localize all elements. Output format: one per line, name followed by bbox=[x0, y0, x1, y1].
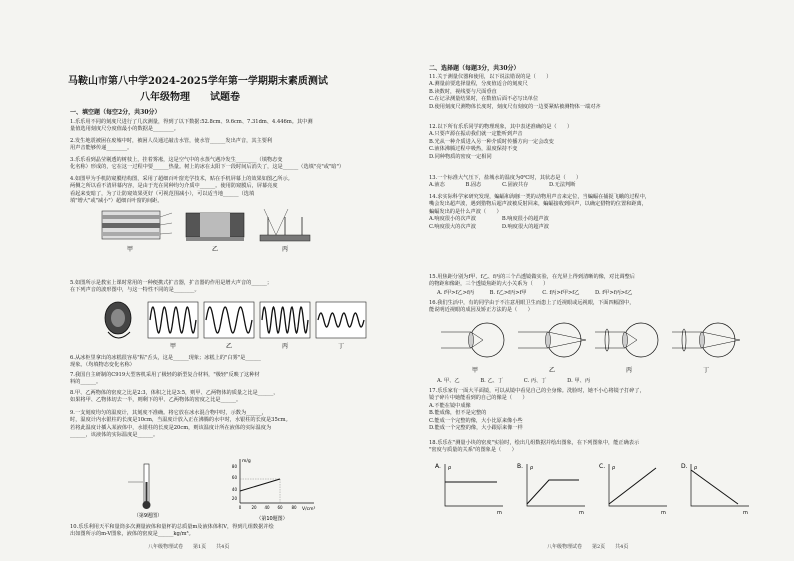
waveform-yi bbox=[204, 302, 254, 338]
waveform-jia bbox=[148, 302, 198, 338]
rho-m-graph-ylabel: ρ bbox=[448, 465, 452, 471]
q11-line: D.使用刻度尺测物体长度时，刻度尺有刻度的一边要紧贴被测物体一端对齐 bbox=[429, 103, 601, 110]
q14-line: C.响度很大的次声波 D.响度很大的超声波 bbox=[429, 223, 549, 230]
figure-q5-label-yi: 乙 bbox=[225, 343, 233, 350]
figure-q4-label-a: 甲 bbox=[126, 246, 134, 253]
rho-m-graph-option: D. bbox=[681, 463, 688, 470]
q7-line: 7.我国自主研制的C919大型客机采用了极轻的新型复合材料，"极轻"反映了这种材 bbox=[70, 372, 260, 378]
q16-line: 16.我们生活中，有的同学由于不注意用眼卫生而患上了近视眼或远视眼，下面四幅图中， bbox=[429, 300, 635, 306]
figure-q9 bbox=[118, 462, 178, 520]
q4-line: 填"增大"或"减小"）超细百叶窗的间距。 bbox=[70, 198, 163, 205]
q11-line: B.读数时，视线要与尺面垂直 bbox=[429, 88, 497, 95]
figure-q4 bbox=[100, 205, 315, 257]
q10-line: 出如图所示的m-V图象，液体的密度是______kg/m³。 bbox=[70, 531, 194, 538]
q14-line: A.响度很小的次声波 B.响度很小的超声波 bbox=[429, 216, 549, 223]
rho-m-graph-xlabel: m bbox=[661, 510, 666, 516]
megaphone-icon bbox=[105, 302, 131, 338]
rho-m-graph-ylabel: ρ bbox=[694, 465, 698, 471]
eye-diagram bbox=[672, 323, 740, 357]
q5-line: 5.如图所示是教室上课时常用的一种便携式扩音器，扩音器的作用是增大声音的______； bbox=[70, 280, 273, 286]
figure-q4-panel-b bbox=[186, 213, 244, 241]
question-15-options: A. f甲>f乙>f丙 B. f乙>f丙>f甲 C. f丙>f甲>f乙 D. f甲>f丙>f乙 bbox=[437, 290, 633, 296]
figure-q9-caption: （第9题图） bbox=[133, 513, 163, 519]
q12-line: C.液体沸腾过程中吸热，温度保持不变 bbox=[429, 146, 518, 153]
q11-line: 11.关于测量仪器和使用，以下说法错误的是（ ） bbox=[429, 74, 552, 80]
q2-line: 用声音能够传递________。 bbox=[70, 145, 133, 152]
figure-q10-xtick: 20 bbox=[251, 505, 257, 510]
figure-q10-xlabel: V/cm³ bbox=[302, 507, 316, 512]
figure-q16-label-yi: 乙 bbox=[548, 367, 556, 374]
page-footer-2: 八年级物理试卷 第2页 共4页 bbox=[547, 544, 629, 550]
section-multiple-choice: 二、选择题（每题3分，共30分） bbox=[429, 65, 520, 72]
q16-line: 能说明近视眼的成因及矫正方法的是（ ） bbox=[429, 307, 533, 314]
figure-q18 bbox=[437, 462, 767, 518]
figure-q16-label-ding: 丁 bbox=[702, 367, 710, 374]
q1-line: 1.乐乐用不同的刻度尺进行了几次测量，得到了以下数据:52.8cm、9.6cm、7.31dm、4.446m。其中测 bbox=[70, 119, 313, 125]
figure-q16 bbox=[437, 318, 747, 376]
figure-q10-ytick: 60 bbox=[231, 475, 237, 480]
q2-line: 2.发生地震被困在废墟中时，被困人员通过敲击水管，使水管______发出声音，其主要利 bbox=[70, 138, 273, 144]
rho-m-graph-option: C. bbox=[599, 463, 606, 470]
q18-line: "密度与质量的关系"的图象是（ ） bbox=[429, 447, 517, 454]
figure-q10-xtick: 80 bbox=[291, 505, 297, 510]
rho-m-graph bbox=[435, 463, 503, 516]
q8-line: 8.甲、乙两物体的密度之比是2:3，体积之比是3:5，则甲、乙两物体的质量之比是______， bbox=[70, 390, 279, 396]
q11-line: A.测量前要选择量程，分度值适合的刻度尺 bbox=[429, 81, 528, 88]
figure-q5-label-bing: 丙 bbox=[281, 343, 289, 350]
rho-m-graph bbox=[517, 463, 585, 516]
rho-m-graph-ylabel: ρ bbox=[612, 465, 616, 471]
figure-q10 bbox=[222, 455, 322, 523]
q9-line: 若将此温度计插入某液体中，水银柱的长度是20cm，则该温度计所在液体的实际温度为 bbox=[70, 424, 272, 431]
q7-line: 料的______。 bbox=[70, 379, 102, 386]
waveform-ding bbox=[316, 302, 366, 338]
figure-q4-panel-c bbox=[260, 209, 310, 241]
figure-q4-label-c: 丙 bbox=[281, 246, 289, 253]
q17-line: B.能成像，但不是完整的 bbox=[429, 410, 487, 417]
page-footer-1: 八年级物理试卷 第1页 共4页 bbox=[148, 544, 230, 550]
waveform-bing bbox=[260, 302, 310, 338]
q4-line: 4.如图甲为手机防窥膜结构图，采用了超细百叶窗光学技术，贴在手机屏幕上的效果如图乙所示。 bbox=[70, 176, 293, 182]
q6-line: 现象。（均填物态变化名称） bbox=[70, 362, 135, 369]
q6-line: 6.从冰柜里拿出的冰糕很容易"粘"舌头，这是______现象；冰糕上的"白雾"是______ bbox=[70, 355, 261, 361]
figure-q4-label-b: 乙 bbox=[211, 246, 219, 253]
right-page bbox=[397, 0, 794, 561]
q18-line: 18.乐乐在"测量小块的密度"实验时，绘出几组数据并绘出图象，在下列图象中，能正确表示 bbox=[429, 440, 640, 446]
question-16-options: A. 甲、乙 B. 乙、丁 C. 丙、丁 D. 甲、丙 bbox=[437, 378, 591, 384]
eye-diagram bbox=[518, 323, 586, 357]
q12-line: A.只要声源在振动我们就一定能听到声音 bbox=[429, 131, 523, 138]
q17-line: A.不能在镜中成像 bbox=[429, 402, 471, 409]
q17-line: C.能成一个完整的像，大小比原来像小些 bbox=[429, 417, 523, 424]
eye-diagram bbox=[441, 323, 504, 357]
q12-line: B.光从一种介质进入另一种介质时传播方向一定会改变 bbox=[429, 138, 554, 145]
q15-line: 的物距和像距，三个透镜焦距的大小关系为（ ） bbox=[429, 281, 549, 288]
rho-m-graph-option: A. bbox=[435, 463, 441, 470]
q14-line: 14.求实际科学家研究发现，蝙蝠和海豚一类的动物用声音来定位，当蝙蝠在捕捉飞蛾的过程中， bbox=[429, 194, 650, 200]
exam-title: 马鞍山市第八中学2024-2025学年第一学期期末素质测试 bbox=[68, 76, 328, 87]
q13-line: 13.一个标准大气压下，盐城水的温度为0℃时，其状态是（ ） bbox=[429, 175, 582, 181]
q12-line: 12.以下所有乐乐同学的物理现象，其中表述准确的是（ ） bbox=[429, 124, 573, 130]
q14-line: 嘴会发出超声波，遇到猎物后超声波被反射回来，蝙蝠接收到回声，以确定猎物的位置和距离， bbox=[429, 201, 647, 208]
figure-q10-ytick: 40 bbox=[231, 487, 237, 492]
q3-line: 化名称）形成的，它在这一过程中要______热量。树上的冰在太阳下一段时间后消失了，这是______（选填"亮"或"暗"） bbox=[70, 164, 345, 171]
q17-line: 17.乐乐家有一面大平面镜，可以从镜中看见自己的全身像。洗脸时，她不小心将镜子打碎了， bbox=[429, 388, 645, 394]
q15-line: 15.用焦距分别为f甲、f乙、f丙的三个凸透镜做实验，在光屏上得到清晰的像，对比调整后 bbox=[429, 274, 635, 280]
figure-q10-xtick: 40 bbox=[264, 505, 270, 510]
figure-q10-ylabel: m/g bbox=[242, 459, 251, 464]
figure-q5-label-ding: 丁 bbox=[337, 343, 345, 350]
q4-line: 看起来变暗了，为了让防窥效果更好（可视范围减小），可以适当地______（选填 bbox=[70, 190, 255, 197]
rho-m-graph-xlabel: m bbox=[497, 510, 502, 516]
section-fill-blank: 一、填空题（每空2分，共30分） bbox=[70, 109, 161, 116]
figure-q5 bbox=[100, 298, 370, 353]
figure-q10-ytick: 80 bbox=[231, 464, 237, 469]
q9-line: 9.一支刻度均匀的温度计，其刻度不准确。将它放在冰水混合物中时，示数为______， bbox=[70, 410, 267, 416]
q9-line: ______，该液体的实际温度是______。 bbox=[70, 432, 159, 439]
figure-q5-label-jia: 甲 bbox=[169, 343, 177, 350]
rho-m-graph-xlabel: m bbox=[743, 510, 748, 516]
figure-q10-xtick: 60 bbox=[277, 505, 283, 510]
figure-q10-caption: （第10题图） bbox=[256, 516, 288, 522]
q17-line: D.能成一个完整的像，大小跟原来像一样 bbox=[429, 425, 523, 431]
q14-line: 蝙蝠发出的是什么声波（ ） bbox=[429, 208, 502, 215]
rho-m-graph bbox=[599, 463, 667, 516]
eye-diagram bbox=[595, 323, 658, 357]
q5-line: 在下列声音的波形图中，与这一特性不同的是________。 bbox=[70, 287, 200, 294]
rho-m-graph bbox=[681, 463, 749, 516]
q13-line: A.液态 B.固态 C.固液共存 D.无法判断 bbox=[429, 182, 576, 189]
q8-line: 如果将甲、乙物体切去一半，则剩下的甲、乙两物体的密度之比是______。 bbox=[70, 397, 242, 404]
figure-q10-ytick: 20 bbox=[231, 496, 237, 501]
rho-m-graph-option: B. bbox=[517, 463, 524, 470]
q17-line: 镜子碎片中她能看到的自己的像是（ ） bbox=[429, 395, 528, 402]
q10-line: 10.乐乐利用天平和量筒多次测量液体和量杯的总质量m及液体体积V，得到几组数据并绘 bbox=[70, 524, 274, 530]
q12-line: D.同种物质的密度一定相同 bbox=[429, 153, 492, 160]
q3-line: 3.乐乐看到晶莹剔透的树枝上，挂着雾凇，这是空气中的水蒸气遇冷发生________（填物态变 bbox=[70, 157, 283, 163]
rho-m-graph-xlabel: m bbox=[579, 510, 584, 516]
figure-q16-label-jia: 甲 bbox=[471, 367, 479, 374]
q4-line: 两侧之所以看不清屏幕内容，是由于光在同种均匀介质中______。使用防窥膜后，屏幕亮度 bbox=[70, 183, 278, 190]
q11-line: C.在记录测量结果时，在数值后面不必写出单位 bbox=[429, 96, 539, 103]
figure-q4-panel-a bbox=[102, 211, 172, 239]
rho-m-graph-ylabel: ρ bbox=[530, 465, 534, 471]
exam-subtitle: 八年级物理 试题卷 bbox=[140, 92, 240, 103]
q1-line: 量值选用刻度尺分度值最小的数据是________。 bbox=[70, 126, 179, 133]
q9-line: 时，温度计内水银柱的长度是10cm，当温度计放入正在沸腾的水中时，水银柱的长度是35cm。 bbox=[70, 417, 291, 424]
figure-q10-xtick: 0 bbox=[238, 505, 242, 510]
figure-q16-label-bing: 丙 bbox=[625, 367, 633, 374]
